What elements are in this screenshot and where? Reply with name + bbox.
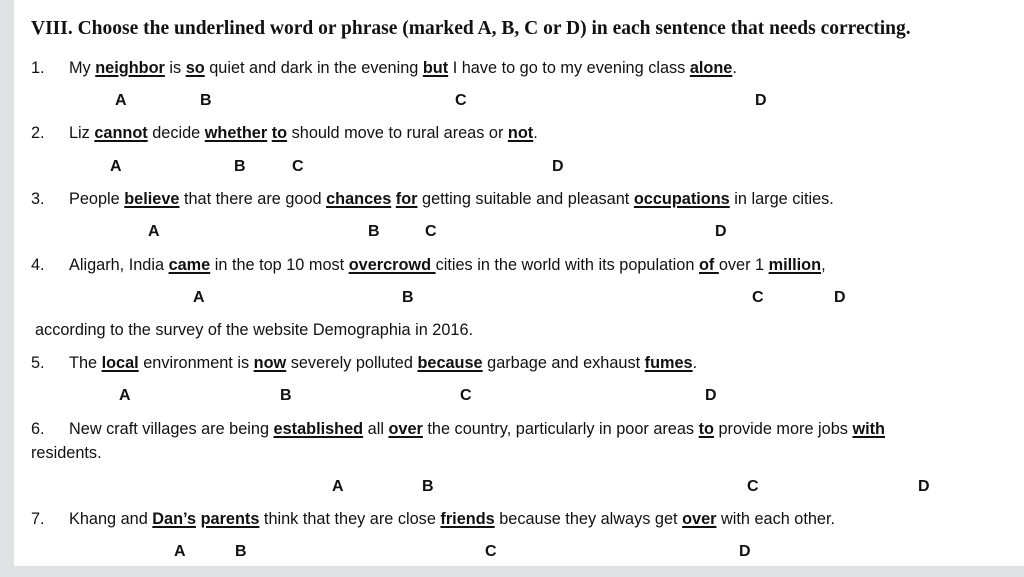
sentence-text: the country, particularly in poor areas: [422, 420, 699, 438]
question-6-continuation: residents.: [31, 444, 102, 462]
sentence-text: Liz: [69, 124, 95, 142]
sentence-text: with each other.: [716, 510, 836, 528]
option-d-label: D: [755, 92, 767, 109]
option-c-underline: to: [271, 124, 288, 142]
sentence-text: because they always get: [494, 510, 683, 528]
question-number: 7.: [31, 510, 45, 528]
question-number: 2.: [31, 124, 45, 142]
option-b-underline: now: [253, 354, 287, 372]
option-d-underline: occupations: [633, 190, 730, 208]
sentence-text: New craft villages are being: [69, 420, 274, 438]
option-d-label: D: [715, 223, 727, 240]
option-a-label: A: [174, 543, 186, 560]
option-a-underline: local: [101, 354, 139, 372]
option-c-underline: because: [417, 354, 483, 372]
sentence-text: The: [69, 354, 102, 372]
option-b-underline: over: [388, 420, 423, 438]
option-a-label: A: [115, 92, 127, 109]
option-b-label: B: [280, 387, 292, 404]
option-a-label: A: [110, 158, 122, 175]
option-c-label: C: [292, 158, 304, 175]
option-c-underline: of: [698, 256, 719, 274]
option-c-underline: friends: [440, 510, 495, 528]
option-b-underline: whether: [204, 124, 268, 142]
sentence-text: .: [692, 354, 698, 372]
option-b-underline: so: [185, 59, 205, 77]
option-b-label: B: [368, 223, 380, 240]
sentence-text: severely polluted: [286, 354, 418, 372]
option-d-underline: not: [507, 124, 534, 142]
option-d-label: D: [705, 387, 717, 404]
sentence-text: should move to rural areas or: [287, 124, 508, 142]
option-d-label: D: [918, 478, 930, 495]
option-c-underline: for: [395, 190, 418, 208]
option-b-label: B: [402, 289, 414, 306]
sentence-text: I have to go to my evening class: [448, 59, 690, 77]
sentence-text: decide: [147, 124, 205, 142]
question-number: 1.: [31, 59, 45, 77]
question-5: [31, 354, 697, 373]
exercise-heading: VIII. Choose the underlined word or phrase (marked A, B, C or D) in each sentence that needs correcting.: [31, 18, 911, 39]
sentence-text: that there are good: [179, 190, 327, 208]
sentence-text: in the top 10 most: [210, 256, 349, 274]
question-number: 5.: [31, 354, 45, 372]
sentence-text: .: [732, 59, 737, 77]
question-4: [31, 256, 826, 275]
sentence-text: cities in the world with its population: [435, 256, 699, 274]
worksheet: [14, 0, 1024, 566]
question-number: 4.: [31, 256, 45, 274]
question-4-continuation: according to the survey of the website Demographia in 2016.: [35, 321, 474, 339]
sentence-text: People: [69, 190, 125, 208]
option-b-label: B: [200, 92, 212, 109]
sentence-text: Aligarh, India: [69, 256, 169, 274]
option-b-label: B: [234, 158, 246, 175]
sentence-text: in large cities.: [729, 190, 834, 208]
option-a-underline: neighbor: [95, 59, 165, 77]
sentence-text: all: [363, 420, 389, 438]
option-d-underline: million: [768, 256, 822, 274]
option-b-underline: chances: [326, 190, 392, 208]
option-d-underline: fumes: [644, 354, 693, 372]
sentence-text: quiet and dark in the evening: [204, 59, 423, 77]
sentence-text: is: [164, 59, 186, 77]
sentence-text: environment is: [138, 354, 254, 372]
question-number: 6.: [31, 420, 45, 438]
option-b-underline: parents: [200, 510, 260, 528]
option-c-underline: but: [422, 59, 449, 77]
sentence-text: .: [533, 124, 538, 142]
question-number: 3.: [31, 190, 45, 208]
option-d-label: D: [552, 158, 564, 175]
option-a-underline: came: [168, 256, 211, 274]
question-2: [31, 124, 538, 143]
option-a-label: A: [193, 289, 205, 306]
sentence-text: Khang and: [69, 510, 153, 528]
option-c-label: C: [752, 289, 764, 306]
sentence-text: getting suitable and pleasant: [417, 190, 634, 208]
option-c-label: C: [455, 92, 467, 109]
option-a-underline: established: [273, 420, 364, 438]
option-b-underline: overcrowd: [348, 256, 436, 274]
sentence-text: think that they are close: [259, 510, 441, 528]
option-c-label: C: [425, 223, 437, 240]
option-a-underline: believe: [124, 190, 180, 208]
option-d-underline: alone: [689, 59, 733, 77]
option-d-underline: with: [852, 420, 885, 438]
option-b-label: B: [235, 543, 247, 560]
option-a-label: A: [119, 387, 131, 404]
option-a-label: A: [148, 223, 160, 240]
question-1: [31, 59, 737, 78]
sentence-text: ,: [821, 256, 826, 274]
option-c-underline: to: [698, 420, 714, 438]
question-6: [31, 420, 885, 439]
sentence-text: provide more jobs: [713, 420, 853, 438]
option-a-underline: Dan’s: [152, 510, 197, 528]
sentence-text: over 1: [718, 256, 769, 274]
option-a-label: A: [332, 478, 344, 495]
option-c-label: C: [485, 543, 497, 560]
option-d-label: D: [834, 289, 846, 306]
option-a-underline: cannot: [94, 124, 148, 142]
option-d-underline: over: [682, 510, 717, 528]
option-c-label: C: [460, 387, 472, 404]
option-c-label: C: [747, 478, 759, 495]
question-3: [31, 190, 834, 209]
option-d-label: D: [739, 543, 751, 560]
question-7: [31, 510, 835, 529]
sentence-text: My: [69, 59, 96, 77]
sentence-text: garbage and exhaust: [482, 354, 645, 372]
option-b-label: B: [422, 478, 434, 495]
